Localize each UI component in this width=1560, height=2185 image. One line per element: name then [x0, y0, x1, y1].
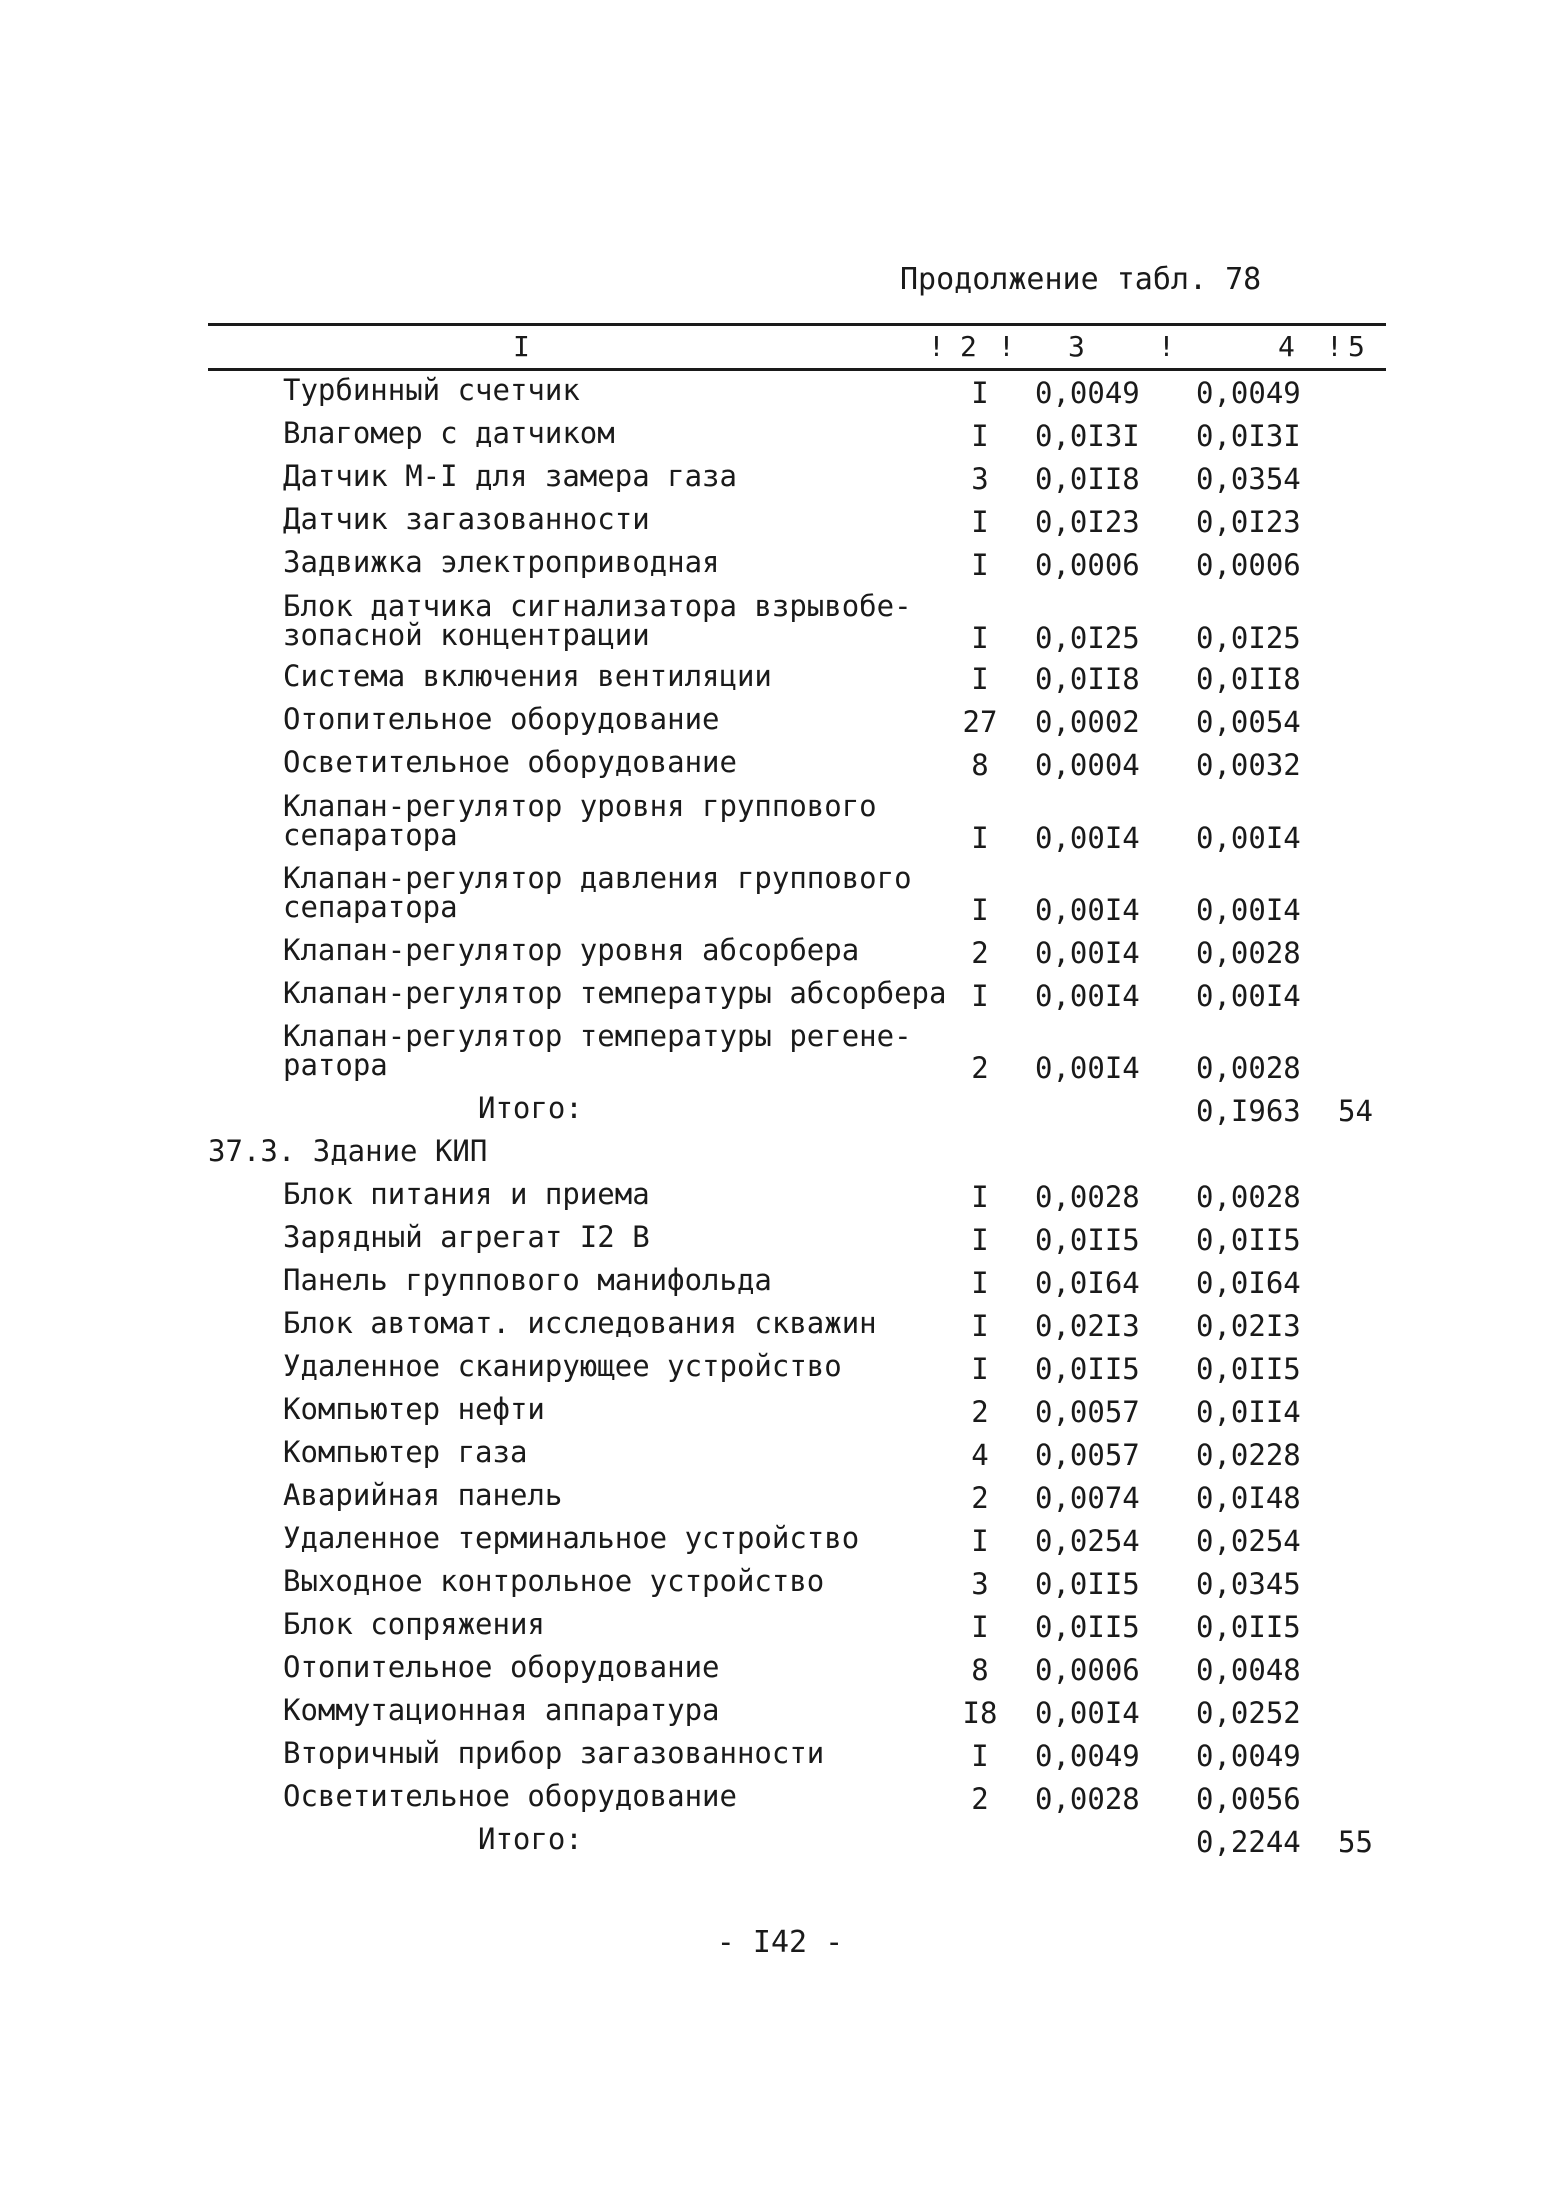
item-quantity: 2 — [971, 1051, 989, 1085]
item-total-value: 0,0II4 — [1196, 1395, 1301, 1429]
item-unit-value: 0,0II5 — [1035, 1352, 1140, 1386]
item-name: Удаленное сканирующее устройство — [283, 1349, 842, 1383]
item-total-value: 0,0049 — [1196, 376, 1301, 410]
item-total-value: 0,0056 — [1196, 1782, 1301, 1816]
item-name: Задвижка электроприводная — [283, 545, 720, 579]
item-quantity: I8 — [962, 1696, 998, 1730]
item-quantity: I — [971, 821, 989, 855]
item-unit-value: 0,0I64 — [1035, 1266, 1140, 1300]
item-unit-value: 0,0028 — [1035, 1782, 1140, 1816]
item-name: Коммутационная аппаратура — [283, 1693, 720, 1727]
item-unit-value: 0,0057 — [1035, 1395, 1140, 1429]
item-name: Компьютер нефти — [283, 1392, 545, 1426]
item-name: Аварийная панель — [283, 1478, 563, 1512]
table-caption: Продолжение табл. 78 — [900, 262, 1262, 297]
header-top-rule — [208, 323, 1386, 326]
item-name: Влагомер с датчиком — [283, 416, 615, 450]
header-bottom-rule — [208, 368, 1386, 371]
item-total-value: 0,0252 — [1196, 1696, 1301, 1730]
item-quantity: 2 — [971, 1782, 989, 1816]
item-quantity: I — [971, 621, 989, 655]
item-unit-value: 0,00I4 — [1035, 893, 1140, 927]
item-quantity: I — [971, 662, 989, 696]
item-quantity: I — [971, 1352, 989, 1386]
item-quantity: 2 — [971, 936, 989, 970]
item-quantity: 4 — [971, 1438, 989, 1472]
item-unit-value: 0,0049 — [1035, 376, 1140, 410]
item-name: Выходное контрольное устройство — [283, 1564, 825, 1598]
item-name: Клапан-регулятор уровня группового сепаратора — [283, 789, 877, 852]
header-col-1: I — [513, 330, 530, 363]
item-unit-value: 0,0I25 — [1035, 621, 1140, 655]
item-total-value: 0,0I23 — [1196, 505, 1301, 539]
item-name: Зарядный агрегат I2 В — [283, 1220, 650, 1254]
item-name: Осветительное оборудование — [283, 745, 737, 779]
item-unit-value: 0,00I4 — [1035, 979, 1140, 1013]
item-unit-value: 0,02I3 — [1035, 1309, 1140, 1343]
item-total-value: 0,2244 — [1196, 1825, 1301, 1859]
item-unit-value: 0,0074 — [1035, 1481, 1140, 1515]
item-quantity: I — [971, 1739, 989, 1773]
item-name: Отопительное оборудование — [283, 1650, 720, 1684]
item-unit-value: 0,0254 — [1035, 1524, 1140, 1558]
item-total-value: 0,0048 — [1196, 1653, 1301, 1687]
item-total-value: 0,0228 — [1196, 1438, 1301, 1472]
item-quantity: 8 — [971, 748, 989, 782]
item-total-value: 0,0I48 — [1196, 1481, 1301, 1515]
item-quantity: 27 — [962, 705, 998, 739]
item-reference: 54 — [1338, 1094, 1373, 1128]
item-total-value: 0,0II5 — [1196, 1610, 1301, 1644]
item-unit-value: 0,00I4 — [1035, 1051, 1140, 1085]
item-quantity: I — [971, 1223, 989, 1257]
item-total-value: 0,00I4 — [1196, 979, 1301, 1013]
item-name: Вторичный прибор загазованности — [283, 1736, 825, 1770]
item-unit-value: 0,0006 — [1035, 548, 1140, 582]
item-total-value: 0,0I64 — [1196, 1266, 1301, 1300]
item-unit-value: 0,0II5 — [1035, 1223, 1140, 1257]
item-total-value: 0,0049 — [1196, 1739, 1301, 1773]
item-total-value: 0,I963 — [1196, 1094, 1301, 1128]
item-name: Клапан-регулятор давления группового сепаратора — [283, 861, 912, 924]
item-quantity: I — [971, 376, 989, 410]
item-name: Клапан-регулятор уровня абсорбера — [283, 933, 860, 967]
header-col-5: 5 — [1348, 330, 1365, 363]
item-total-value: 0,0II5 — [1196, 1223, 1301, 1257]
item-unit-value: 0,00I4 — [1035, 821, 1140, 855]
item-unit-value: 0,0057 — [1035, 1438, 1140, 1472]
item-total-value: 0,0032 — [1196, 748, 1301, 782]
item-name: Итого: — [478, 1822, 583, 1856]
item-unit-value: 0,0006 — [1035, 1653, 1140, 1687]
item-unit-value: 0,00I4 — [1035, 936, 1140, 970]
item-total-value: 0,0345 — [1196, 1567, 1301, 1601]
item-name: Блок автомат. исследования скважин — [283, 1306, 877, 1340]
header-separator: ! — [1158, 330, 1175, 363]
table-header — [208, 330, 1386, 366]
item-name: Клапан-регулятор температуры абсорбера — [283, 976, 947, 1010]
item-quantity: I — [971, 1266, 989, 1300]
item-quantity: 2 — [971, 1395, 989, 1429]
header-col-2: 2 — [960, 330, 977, 363]
item-unit-value: 0,0II5 — [1035, 1610, 1140, 1644]
item-name: Датчик загазованности — [283, 502, 650, 536]
item-quantity: I — [971, 893, 989, 927]
item-quantity: I — [971, 1610, 989, 1644]
item-quantity: I — [971, 979, 989, 1013]
item-total-value: 0,0028 — [1196, 1180, 1301, 1214]
item-total-value: 0,0006 — [1196, 548, 1301, 582]
item-quantity: I — [971, 548, 989, 582]
item-unit-value: 0,0028 — [1035, 1180, 1140, 1214]
item-total-value: 0,0028 — [1196, 1051, 1301, 1085]
item-name: Система включения вентиляции — [283, 659, 772, 693]
item-unit-value: 0,0II8 — [1035, 462, 1140, 496]
item-name: Датчик М-I для замера газа — [283, 459, 737, 493]
header-separator: ! — [1326, 330, 1343, 363]
header-col-3: 3 — [1068, 330, 1085, 363]
item-name: Турбинный счетчик — [283, 373, 580, 407]
item-total-value: 0,00I4 — [1196, 893, 1301, 927]
page-number: - I42 - — [716, 1925, 844, 1960]
item-name: Компьютер газа — [283, 1435, 528, 1469]
header-separator: ! — [928, 330, 945, 363]
item-unit-value: 0,0II5 — [1035, 1567, 1140, 1601]
item-quantity: I — [971, 1180, 989, 1214]
item-unit-value: 0,0I3I — [1035, 419, 1140, 453]
item-unit-value: 0,0049 — [1035, 1739, 1140, 1773]
item-quantity: 3 — [971, 1567, 989, 1601]
item-quantity: I — [971, 1524, 989, 1558]
item-total-value: 0,0028 — [1196, 936, 1301, 970]
item-quantity: 3 — [971, 462, 989, 496]
item-total-value: 0,0II8 — [1196, 662, 1301, 696]
item-quantity: I — [971, 1309, 989, 1343]
item-name: Удаленное терминальное устройство — [283, 1521, 860, 1555]
item-name: Блок питания и приема — [283, 1177, 650, 1211]
item-unit-value: 0,0002 — [1035, 705, 1140, 739]
item-unit-value: 0,00I4 — [1035, 1696, 1140, 1730]
item-name: Блок сопряжения — [283, 1607, 545, 1641]
item-name: Осветительное оборудование — [283, 1779, 737, 1813]
item-total-value: 0,0II5 — [1196, 1352, 1301, 1386]
item-total-value: 0,0254 — [1196, 1524, 1301, 1558]
item-total-value: 0,0I25 — [1196, 621, 1301, 655]
header-separator: ! — [998, 330, 1015, 363]
item-total-value: 0,0054 — [1196, 705, 1301, 739]
item-quantity: I — [971, 419, 989, 453]
header-col-4: 4 — [1278, 330, 1295, 363]
item-name: Отопительное оборудование — [283, 702, 720, 736]
item-name: Клапан-регулятор температуры регене- ратора — [283, 1019, 912, 1082]
item-quantity: I — [971, 505, 989, 539]
item-total-value: 0,0354 — [1196, 462, 1301, 496]
item-unit-value: 0,0004 — [1035, 748, 1140, 782]
item-reference: 55 — [1338, 1825, 1373, 1859]
item-total-value: 0,0I3I — [1196, 419, 1301, 453]
item-quantity: 8 — [971, 1653, 989, 1687]
item-total-value: 0,00I4 — [1196, 821, 1301, 855]
item-total-value: 0,02I3 — [1196, 1309, 1301, 1343]
item-quantity: 2 — [971, 1481, 989, 1515]
item-name: Блок датчика сигнализатора взрывобе- зопасной концентрации — [283, 589, 912, 652]
item-name: Итого: — [478, 1091, 583, 1125]
item-name: 37.3. Здание КИП — [208, 1134, 488, 1168]
item-name: Панель группового манифольда — [283, 1263, 772, 1297]
item-unit-value: 0,0I23 — [1035, 505, 1140, 539]
item-unit-value: 0,0II8 — [1035, 662, 1140, 696]
